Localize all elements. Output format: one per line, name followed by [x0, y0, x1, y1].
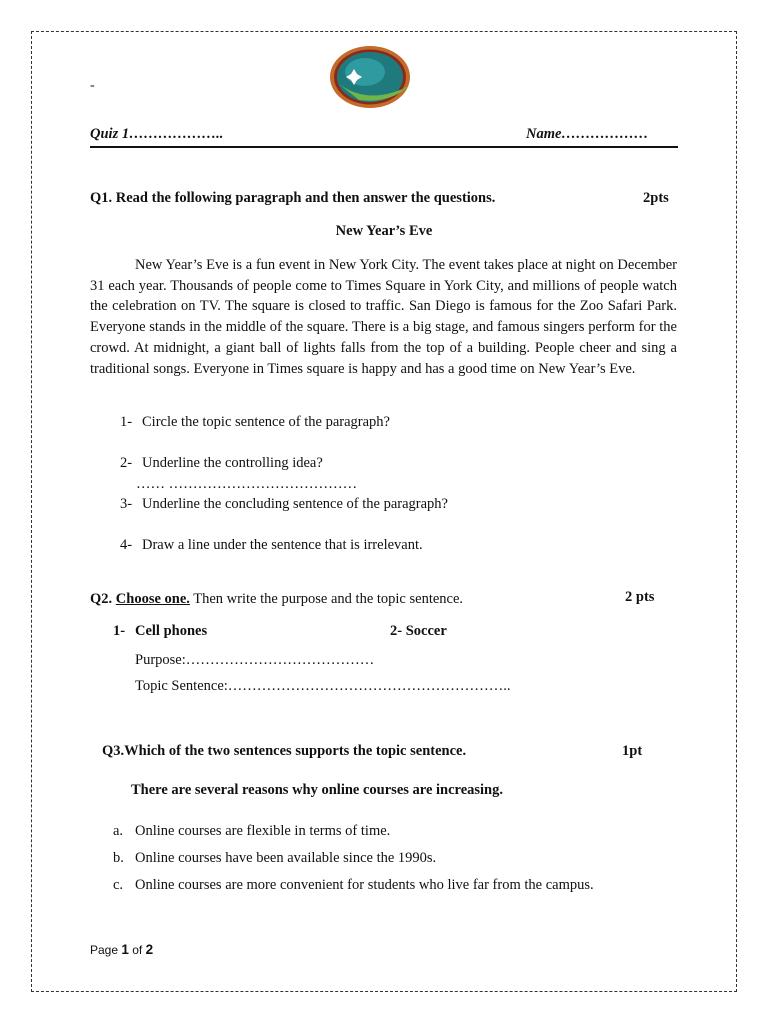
- q1-heading: Q1. Read the following paragraph and then answer the questions.: [90, 190, 496, 206]
- total-pages: 2: [145, 942, 154, 957]
- q1-question-number: 2-: [120, 455, 133, 471]
- dash-mark: -: [90, 78, 95, 93]
- of-word: of: [132, 943, 143, 957]
- q1-question-number: 1-: [120, 414, 133, 430]
- q2-instruction: Then write the purpose and the topic sentence.: [189, 591, 464, 607]
- q3-option-text: Online courses are more convenient for students who live far from the campus.: [135, 877, 594, 893]
- page-word: Page: [90, 943, 119, 957]
- q3-option-letter: c.: [113, 877, 124, 893]
- q3-option-b: [113, 848, 436, 869]
- q1-question-1: [120, 412, 390, 433]
- q1-question-text: Circle the topic sentence of the paragraph?: [142, 414, 390, 430]
- quiz-label: Quiz 1………………..: [90, 126, 224, 142]
- q1-question-number: 3-: [120, 496, 133, 512]
- school-logo-globe: [329, 44, 413, 110]
- q1-paragraph: New Year’s Eve is a fun event in New York City. The event takes place at night on December 31 each year. Thousands of people come to Times Square in York City, and millions of people watch the celebration on TV. The square is closed to traffic. San Diego is famous for the Zoo Safari Park. Everyone stands in the middle of the square. There is a big stage, and famous singers perform for the crowd. At midnight, a giant ball of lights falls from the top of a building. People cheer and sing a traditional songs. Everyone in Times square is happy and has a good time on New Year’s Eve.: [90, 257, 677, 377]
- answer-dotted-line: …… …………………………………: [136, 476, 358, 492]
- q3-option-a: [113, 821, 390, 842]
- q3-option-letter: a.: [113, 823, 124, 839]
- q2-heading: [90, 589, 463, 610]
- q3-topic-sentence: There are several reasons why online courses are increasing.: [131, 782, 504, 798]
- q2-option-1: [113, 623, 207, 640]
- q3-heading: Q3.Which of the two sentences supports the topic sentence.: [102, 743, 467, 759]
- q3-option-c: [113, 875, 594, 896]
- q1-question-4: [120, 535, 423, 556]
- q1-question-text: Draw a line under the sentence that is irrelevant.: [142, 537, 423, 553]
- q1-points: 2pts: [643, 190, 669, 206]
- q1-question-3: [120, 494, 448, 515]
- q2-points: 2 pts: [625, 589, 655, 605]
- q1-passage-title: New Year’s Eve: [335, 223, 433, 239]
- q3-option-text: Online courses are flexible in terms of time.: [135, 823, 391, 839]
- quiz-header: [90, 126, 678, 148]
- page-number: [90, 942, 153, 957]
- q3-option-text: Online courses have been available since the 1990s.: [135, 850, 437, 866]
- q1-question-2: [120, 453, 323, 474]
- q2-option-number: 1-: [113, 623, 126, 639]
- name-field-label: Name………………: [526, 126, 649, 142]
- q2-prefix: Q2.: [90, 591, 113, 607]
- topic-sentence-line: Topic Sentence:…………………………………………………..: [135, 678, 511, 694]
- purpose-line: Purpose:…………………………………: [135, 652, 375, 668]
- current-page: 1: [121, 942, 129, 957]
- q2-option-2: 2- Soccer: [390, 623, 447, 639]
- q2-option-text: Cell phones: [135, 623, 208, 639]
- q3-points: 1pt: [622, 743, 643, 759]
- q2-choose-one: Choose one.: [115, 591, 190, 607]
- q1-question-text: Underline the controlling idea?: [142, 455, 323, 471]
- q1-question-text: Underline the concluding sentence of the paragraph?: [142, 496, 448, 512]
- q1-question-number: 4-: [120, 537, 133, 553]
- q3-option-letter: b.: [113, 850, 124, 866]
